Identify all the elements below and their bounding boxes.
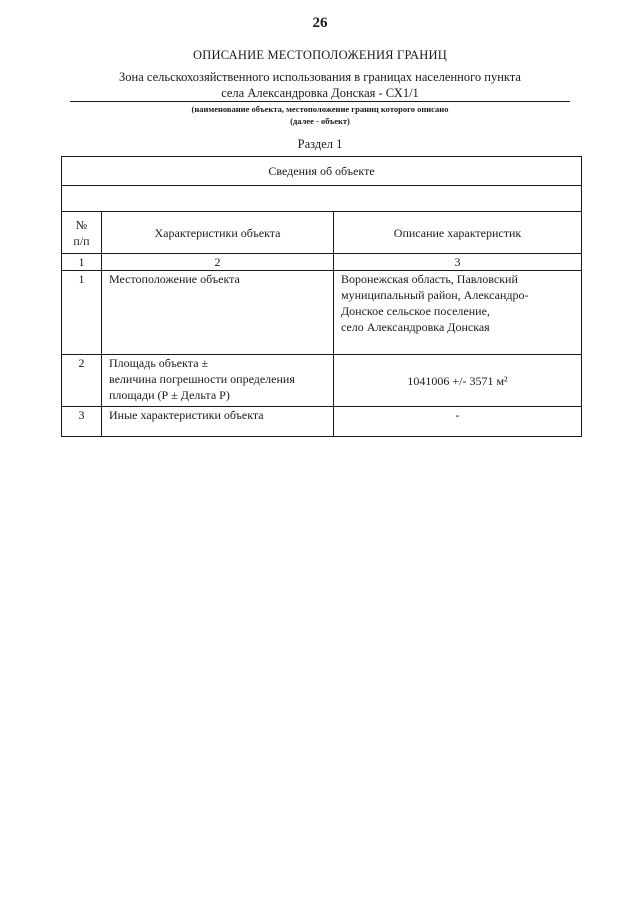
empty-cell xyxy=(62,186,582,212)
column-number-1: 1 xyxy=(62,254,102,271)
row-characteristic: Площадь объекта ± величина погрешности определения площади (Р ± Дельта Р) xyxy=(102,355,334,407)
subtitle-line-1: Зона сельскохозяйственного использования в границах населенного пункта xyxy=(119,70,521,84)
subtitle-line-2: села Александровка Донская - СХ1/1 xyxy=(221,86,419,100)
row-characteristic: Местоположение объекта xyxy=(102,271,334,355)
header-number: № п/п xyxy=(62,212,102,254)
row-description: 1041006 +/- 3571 м² xyxy=(334,355,582,407)
object-note xyxy=(0,103,640,127)
document-subtitle xyxy=(0,69,640,101)
document-title: ОПИСАНИЕ МЕСТОПОЛОЖЕНИЯ ГРАНИЦ xyxy=(193,48,447,62)
header-characteristics: Характеристики объекта xyxy=(102,212,334,254)
page-number: 26 xyxy=(312,15,328,31)
row-description: - xyxy=(334,407,582,437)
column-number-3: 3 xyxy=(334,254,582,271)
column-number-2: 2 xyxy=(102,254,334,271)
row-description: Воронежская область, Павловский муниципальный район, Александро- Донское сельское поселение, село Александровка Донская xyxy=(334,271,582,355)
row-characteristic: Иные характеристики объекта xyxy=(102,407,334,437)
note-line-1: (наименование объекта, местоположение границ которого описано xyxy=(191,104,449,114)
table-caption-row xyxy=(62,157,582,186)
table-caption: Сведения об объекте xyxy=(62,157,582,186)
object-info-table xyxy=(61,156,582,437)
header-description: Описание характеристик xyxy=(334,212,582,254)
row-number: 1 xyxy=(62,271,102,355)
row-number: 2 xyxy=(62,355,102,407)
table-empty-row xyxy=(62,186,582,212)
section-heading: Раздел 1 xyxy=(297,137,343,151)
row-number: 3 xyxy=(62,407,102,437)
table-row xyxy=(62,407,582,437)
table-header-row xyxy=(62,212,582,254)
table-row xyxy=(62,271,582,355)
underline-divider xyxy=(70,101,570,102)
table-row xyxy=(62,355,582,407)
column-number-row xyxy=(62,254,582,271)
note-line-2: (далее - объект) xyxy=(290,116,350,126)
